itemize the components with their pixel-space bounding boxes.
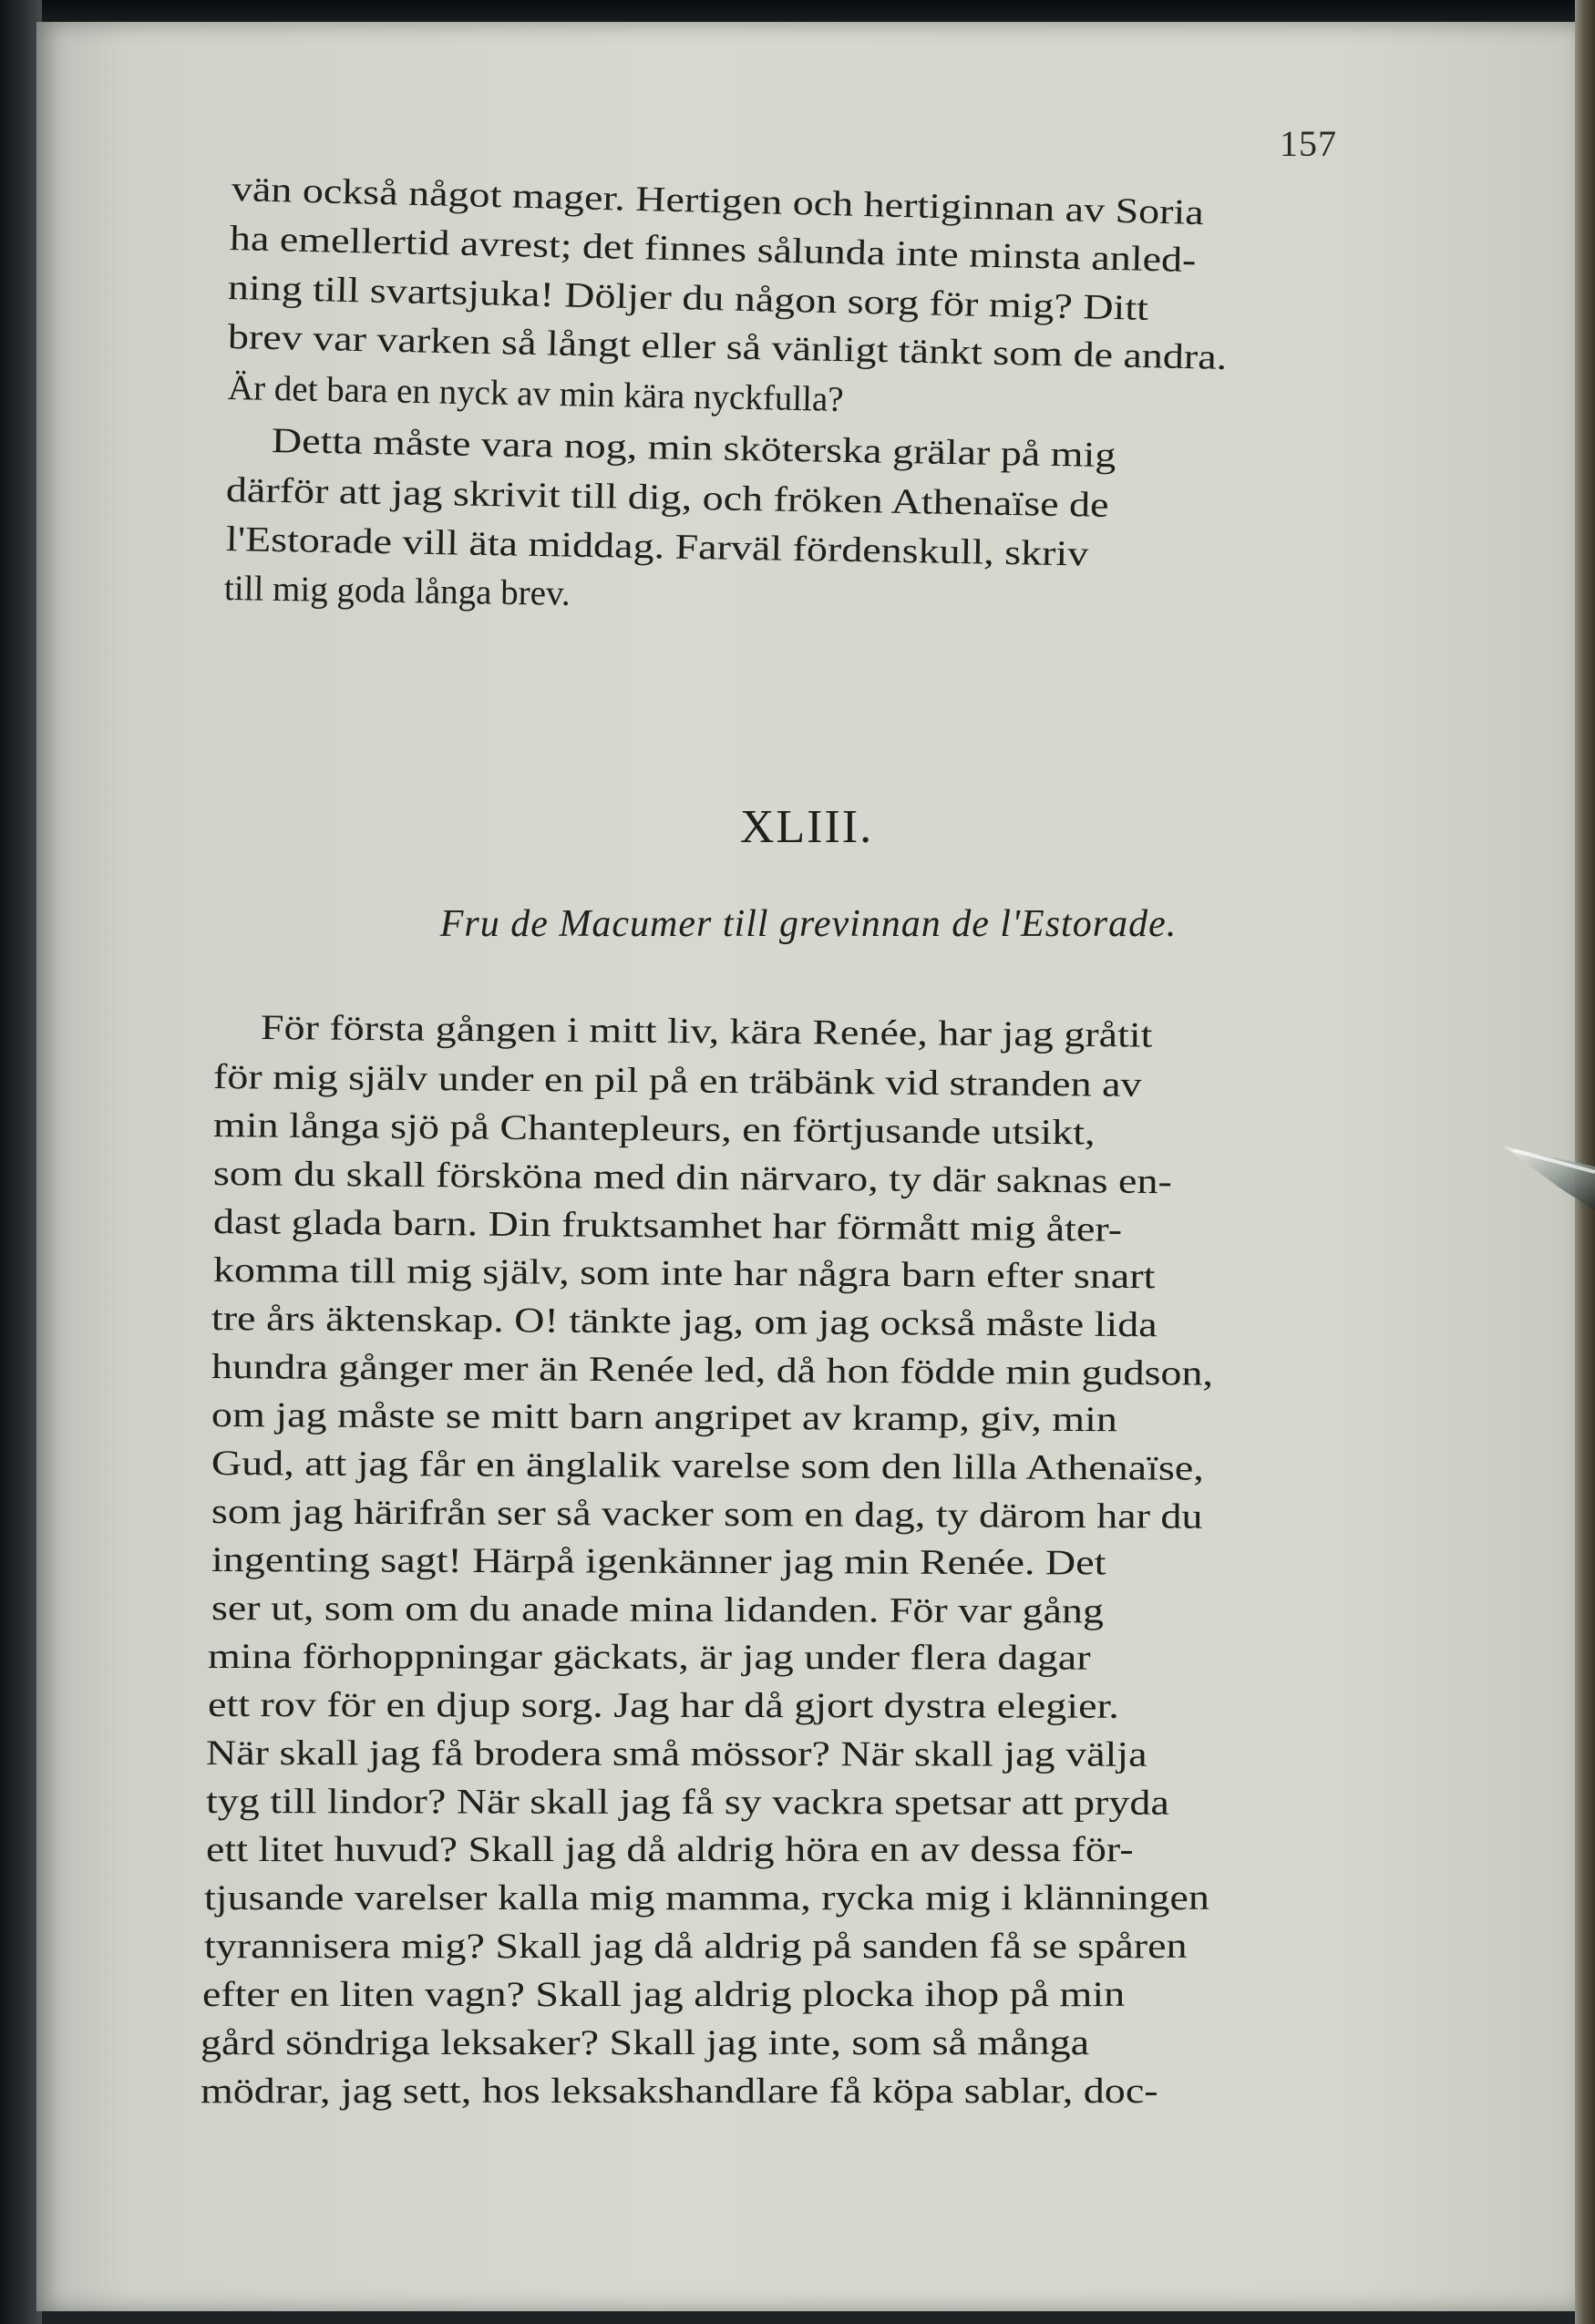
text-line — [0, 1098, 1595, 1153]
text-line-content: l'Estorade vill äta middag. Farväl fördenskull, skriv — [225, 519, 1089, 574]
text-line — [0, 211, 1595, 281]
text-line-content: ha emellertid avrest; det finnes sålunda inte minsta anled- — [229, 219, 1197, 281]
text-line — [0, 1630, 1595, 1684]
text-line — [0, 463, 1595, 525]
letter-heading: Fru de Macumer till grevinnan de l'Estorade. — [439, 903, 1178, 945]
text-line — [0, 1533, 1595, 1588]
text-line — [0, 1147, 1595, 1201]
text-line-content: För första gången i mitt liv, kära Renée, har jag gråtit — [260, 1008, 1153, 1055]
text-line — [0, 1050, 1595, 1105]
text-line-content: om jag måste se mitt barn angripet av kramp, giv, min — [211, 1395, 1117, 1440]
text-line — [0, 1968, 1595, 2022]
text-line-content: därför att jag skrivit till dig, och fröken Athenaïse de — [225, 470, 1109, 525]
text-line — [0, 1871, 1595, 1926]
text-line-content: När skall jag få brodera små mössor? När skall jag välja — [205, 1733, 1147, 1774]
text-line-content: Detta måste vara nog, min sköterska grälar på mig — [271, 421, 1116, 476]
text-line-content: som du skall försköna med din närvaro, ty där saknas en- — [212, 1154, 1172, 1202]
text-line-content: tre års äktenskap. O! tänkte jag, om jag också måste lida — [211, 1299, 1158, 1345]
text-line-content: hundra gånger mer än Renée led, då hon födde min gudson, — [211, 1347, 1214, 1393]
text-line-content: efter en liten vagn? Skall jag aldrig plocka ihop på min — [202, 1975, 1126, 2014]
text-line — [0, 1436, 1595, 1491]
text-line-content: tyg till lindor? När skall jag få sy vackra spetsar att pryda — [205, 1782, 1169, 1823]
text-line — [0, 1195, 1595, 1249]
text-line — [0, 361, 1595, 419]
text-line-content: ett litet huvud? Skall jag då aldrig höra en av dessa för- — [206, 1830, 1134, 1869]
text-line — [0, 1388, 1595, 1443]
text-line-content: mina förhoppningar gäckats, är jag under flera dagar — [207, 1637, 1091, 1678]
text-line-content: till mig goda långa brev. — [223, 569, 571, 613]
text-line — [0, 2064, 1595, 2119]
page-number: 157 — [1280, 123, 1337, 164]
text-line — [0, 2016, 1595, 2071]
text-line — [0, 261, 1595, 328]
text-line-content: gård söndriga leksaker? Skall jag inte, som så många — [201, 2023, 1090, 2062]
text-line — [0, 1919, 1595, 1974]
text-line — [0, 1001, 1595, 1055]
text-line — [0, 1243, 1595, 1298]
text-line — [0, 1581, 1595, 1636]
text-line — [0, 162, 1595, 233]
text-line-content: tjusande varelser kalla mig mamma, rycka mig i klänningen — [204, 1878, 1209, 1918]
text-line — [0, 1774, 1595, 1829]
text-line — [0, 1678, 1595, 1733]
text-line-content: min långa sjö på Chantepleurs, en förtjusande utsikt, — [212, 1105, 1096, 1153]
text-line-content: ning till svartsjuka! Döljer du någon sorg för mig? Ditt — [227, 268, 1149, 328]
text-line-content: brev var varken så långt eller så vänligt tänkt som de andra. — [227, 317, 1228, 377]
text-line-content: ser ut, som om du anade mina lidanden. För var gång — [211, 1589, 1105, 1631]
text-line-content: vän också något mager. Hertigen och hertiginnan av Soria — [231, 170, 1205, 233]
text-line — [0, 1485, 1595, 1539]
text-line-content: Gud, att jag får en änglalik varelse som den lilla Athenaïse, — [211, 1444, 1204, 1488]
text-line — [0, 310, 1595, 377]
text-line-content: Är det bara en nyck av min kära nyckfulla? — [227, 368, 845, 419]
text-line — [0, 561, 1595, 616]
text-line-content: tyrannisera mig? Skall jag då aldrig på sanden få se spåren — [204, 1927, 1188, 1966]
chapter-heading: XLIII. — [739, 801, 874, 853]
text-line — [0, 512, 1595, 574]
text-line — [0, 414, 1595, 476]
text-line — [0, 1340, 1595, 1394]
text-line-content: ingenting sagt! Härpå igenkänner jag min Renée. Det — [211, 1540, 1106, 1583]
text-line — [0, 1291, 1595, 1346]
text-line — [0, 1726, 1595, 1781]
text-line-content: mödrar, jag sett, hos leksakshandlare få köpa sablar, doc- — [201, 2072, 1158, 2111]
text-line-content: som jag härifrån ser så vacker som en dag, ty därom har du — [211, 1492, 1203, 1537]
text-line-content: komma till mig själv, som inte har några barn efter snart — [212, 1250, 1156, 1297]
text-line-content: ett rov för en djup sorg. Jag har då gjort dystra elegier. — [207, 1685, 1119, 1726]
text-line-content: för mig själv under en pil på en träbänk vid stranden av — [212, 1057, 1142, 1105]
text-line-content: dast glada barn. Din fruktsamhet har förmått mig åter- — [212, 1202, 1123, 1249]
text-line — [0, 1823, 1595, 1877]
